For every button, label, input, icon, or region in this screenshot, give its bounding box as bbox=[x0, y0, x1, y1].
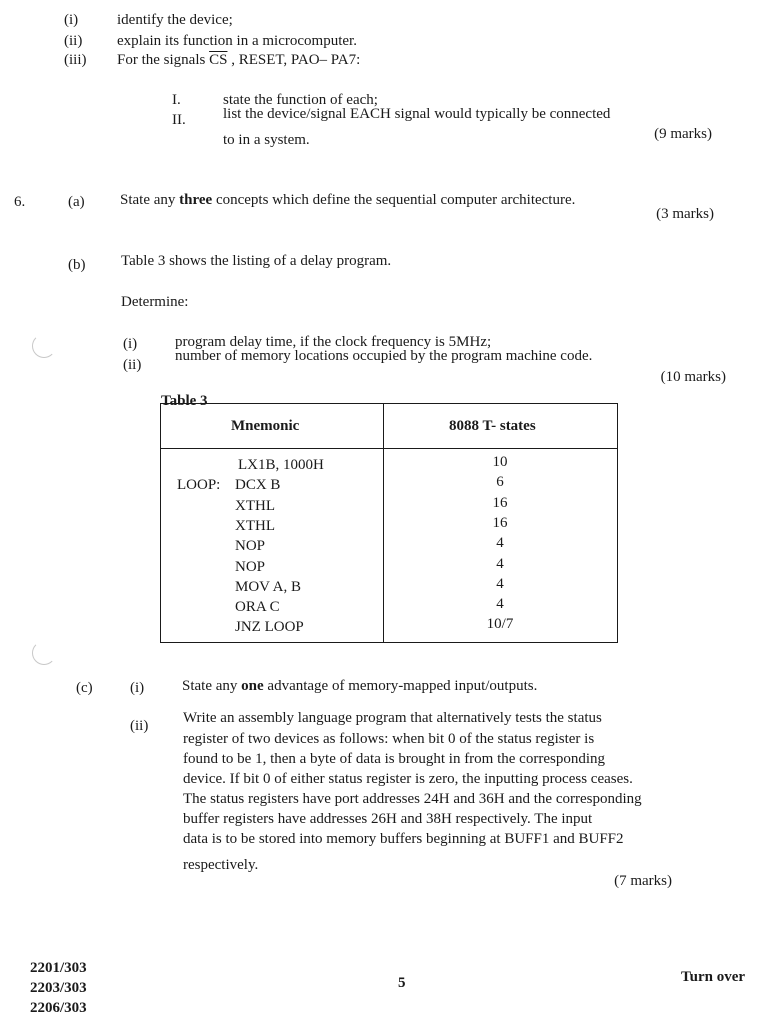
tstates-cell: 4 bbox=[496, 575, 504, 592]
column-divider bbox=[383, 404, 384, 642]
part-label: (c) bbox=[76, 680, 93, 696]
tstates-cell: 4 bbox=[496, 596, 504, 613]
margin-circle bbox=[32, 334, 56, 358]
cs-overline-signal: $\overline{CS}$ bbox=[209, 52, 228, 68]
page-number: 5 bbox=[398, 975, 406, 991]
sub-text: state the function of each; bbox=[223, 92, 378, 108]
tstates-cell: 16 bbox=[492, 514, 508, 531]
table-caption: Table 3 bbox=[161, 393, 208, 409]
part-label: (a) bbox=[68, 194, 85, 210]
list-text: explain its function in a microcomputer. bbox=[117, 33, 357, 49]
list-num: (i) bbox=[123, 336, 138, 352]
mnemonic-cell: NOP bbox=[235, 538, 266, 555]
paragraph-line: respectively. bbox=[183, 857, 259, 873]
mnemonic-cell: MOV A, B bbox=[235, 578, 301, 595]
part-c-i-text: State any one advantage of memory-mapped input/outputs. bbox=[182, 678, 538, 694]
marks-label: (9 marks) bbox=[654, 126, 712, 142]
list-text: identify the device; bbox=[117, 12, 233, 28]
paper-code: 2201/303 bbox=[30, 960, 87, 976]
list-num: (iii) bbox=[64, 52, 87, 68]
mnemonic-cell: XTHL bbox=[235, 517, 275, 534]
sub-text: list the device/signal EACH signal would typically be connected bbox=[223, 106, 611, 122]
turn-over: Turn over bbox=[681, 969, 746, 985]
mnemonic-cell: LX1B, 1000H bbox=[238, 457, 324, 473]
paragraph-line: found to be 1, then a byte of data is brought in from the corresponding bbox=[183, 751, 605, 767]
paragraph-line: register of two devices as follows: when bit 0 of the status register is bbox=[183, 731, 595, 747]
sub-num: II. bbox=[172, 112, 186, 128]
paragraph-line: data is to be stored into memory buffers beginning at BUFF1 and BUFF2 bbox=[183, 831, 624, 847]
mnemonic-cell: JNZ LOOP bbox=[235, 619, 304, 636]
list-num: (i) bbox=[64, 12, 79, 28]
tstates-cell: 10/7 bbox=[486, 616, 514, 633]
column-header-tstates: 8088 T- states bbox=[449, 418, 536, 434]
tstates-cell: 10 bbox=[492, 454, 508, 470]
list-text: program delay time, if the clock frequency is 5MHz; bbox=[175, 334, 492, 350]
list-num: (i) bbox=[130, 680, 145, 696]
sub-num: I. bbox=[172, 92, 181, 108]
marks-label: (10 marks) bbox=[660, 369, 726, 385]
list-text: For the signals $\overline{CS}$ , RESET, PAO– PA7: bbox=[117, 52, 361, 68]
list-num: (ii) bbox=[64, 33, 83, 49]
header-divider bbox=[161, 448, 617, 449]
column-header-mnemonic: Mnemonic bbox=[231, 418, 300, 434]
part-label: (b) bbox=[68, 257, 86, 273]
list-num: (ii) bbox=[130, 718, 149, 734]
question-number: 6. bbox=[14, 194, 26, 210]
part-a-text: State any three concepts which define the sequential computer architecture. bbox=[120, 192, 576, 208]
paper-code: 2206/303 bbox=[30, 1000, 87, 1016]
mnemonic-cell: NOP bbox=[235, 558, 266, 575]
tstates-cell: 6 bbox=[496, 474, 504, 491]
marks-label: (3 marks) bbox=[656, 206, 714, 222]
list-num: (ii) bbox=[123, 357, 142, 373]
table-3 bbox=[160, 403, 618, 643]
tstates-cell: 16 bbox=[492, 494, 508, 511]
marks-label: (7 marks) bbox=[614, 873, 672, 889]
paper-code: 2203/303 bbox=[30, 980, 87, 996]
tstates-cell: 4 bbox=[496, 535, 504, 552]
paragraph-line: device. If bit 0 of either status register is zero, the inputting process ceases. bbox=[183, 771, 633, 787]
paragraph-line: buffer registers have addresses 26H and 38H respectively. The input bbox=[183, 811, 593, 827]
row-label: LOOP: bbox=[177, 477, 221, 494]
list-text: number of memory locations occupied by the program machine code. bbox=[175, 348, 593, 364]
part-b-intro: Table 3 shows the listing of a delay program. bbox=[121, 253, 392, 269]
mnemonic-cell: XTHL bbox=[235, 497, 275, 514]
mnemonic-cell: ORA C bbox=[235, 599, 280, 616]
mnemonic-cell: DCX B bbox=[235, 477, 281, 494]
margin-circle bbox=[32, 641, 56, 665]
paragraph-line: The status registers have port addresses 24H and 36H and the corresponding bbox=[183, 791, 642, 807]
tstates-cell: 4 bbox=[496, 555, 504, 572]
determine-label: Determine: bbox=[121, 294, 189, 310]
sub-text: to in a system. bbox=[223, 132, 310, 148]
paragraph-line: Write an assembly language program that alternatively tests the status bbox=[183, 710, 602, 726]
